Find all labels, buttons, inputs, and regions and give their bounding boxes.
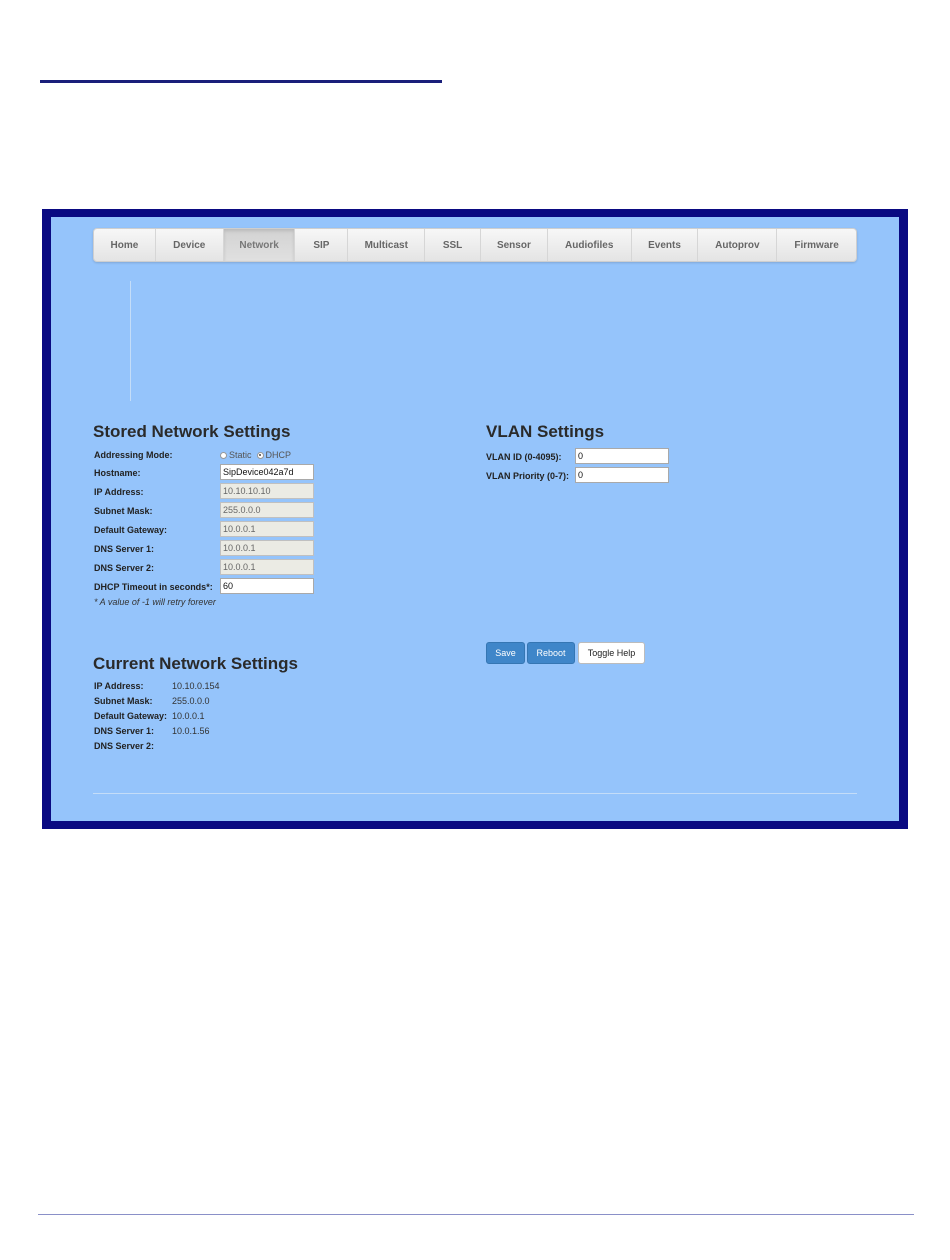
tab-autoprov[interactable]: Autoprov (698, 229, 777, 261)
current-dns1-label: DNS Server 1: (94, 726, 155, 736)
tab-home[interactable]: Home (94, 229, 156, 261)
mask-input[interactable] (220, 502, 314, 518)
current-mask-value: 255.0.0.0 (172, 696, 210, 706)
current-dns1-value: 10.0.1.56 (172, 726, 210, 736)
header-rule (40, 80, 442, 83)
current-mask-row (94, 694, 210, 708)
current-ip-value: 10.10.0.154 (172, 681, 220, 691)
current-dns1-row (94, 724, 210, 738)
static-radio[interactable] (220, 452, 227, 459)
current-dns2-label: DNS Server 2: (94, 741, 155, 751)
footer-divider (93, 793, 857, 794)
dhcp-timeout-input[interactable] (220, 578, 314, 594)
dhcp-label: DHCP (265, 450, 292, 460)
dns1-row (94, 540, 154, 557)
save-button[interactable]: Save (486, 642, 525, 664)
vlan-id-label: VLAN ID (0-4095): (486, 451, 562, 462)
screenshot-frame (42, 209, 908, 829)
dns2-row (94, 559, 154, 576)
dns1-label: DNS Server 1: (94, 543, 155, 554)
vlan-id-row (486, 448, 562, 465)
reboot-button[interactable]: Reboot (527, 642, 575, 664)
hostname-row (94, 464, 141, 481)
tab-ssl[interactable]: SSL (425, 229, 481, 261)
dns2-input[interactable] (220, 559, 314, 575)
tab-audiofiles[interactable]: Audiofiles (548, 229, 632, 261)
web-ui-panel (51, 217, 899, 821)
help-panel-divider (130, 281, 131, 401)
vlan-id-input[interactable] (575, 448, 669, 464)
hostname-input[interactable] (220, 464, 314, 480)
mask-row (94, 502, 153, 519)
nav-bar (93, 228, 857, 262)
vlan-settings-title: VLAN Settings (486, 422, 605, 441)
current-ip-row (94, 679, 220, 693)
toggle-help-button[interactable]: Toggle Help (578, 642, 645, 664)
dhcp-timeout-label: DHCP Timeout in seconds*: (94, 581, 213, 592)
current-gateway-row (94, 709, 205, 723)
dns2-label: DNS Server 2: (94, 562, 155, 573)
gateway-label: Default Gateway: (94, 524, 168, 535)
current-dns2-row (94, 739, 172, 753)
dhcp-timeout-note: * A value of -1 will retry forever (94, 597, 216, 607)
ip-row (94, 483, 144, 500)
ip-label: IP Address: (94, 486, 144, 497)
tab-device[interactable]: Device (156, 229, 224, 261)
addressing-mode-label: Addressing Mode: (94, 449, 173, 460)
addressing-mode-radios (220, 448, 291, 462)
mask-label: Subnet Mask: (94, 505, 153, 516)
ip-input[interactable] (220, 483, 314, 499)
dns1-input[interactable] (220, 540, 314, 556)
current-mask-label: Subnet Mask: (94, 696, 153, 706)
static-label: Static (229, 450, 252, 460)
current-gateway-value: 10.0.0.1 (172, 711, 205, 721)
footer-rule (38, 1214, 914, 1215)
tab-sip[interactable]: SIP (295, 229, 348, 261)
vlan-priority-row (486, 467, 569, 484)
addressing-mode-row (94, 446, 173, 463)
vlan-priority-input[interactable] (575, 467, 669, 483)
hostname-label: Hostname: (94, 467, 141, 478)
tab-network[interactable]: Network (224, 229, 296, 261)
tab-firmware[interactable]: Firmware (794, 239, 839, 251)
current-gateway-label: Default Gateway: (94, 711, 168, 721)
tab-events[interactable]: Events (632, 229, 699, 261)
tab-sensor[interactable]: Sensor (481, 229, 548, 261)
vlan-priority-label: VLAN Priority (0-7): (486, 470, 570, 481)
current-settings-title: Current Network Settings (93, 654, 298, 673)
dhcp-timeout-row (94, 578, 213, 595)
dhcp-radio[interactable] (257, 452, 264, 459)
current-ip-label: IP Address: (94, 681, 144, 691)
tab-multicast[interactable]: Multicast (348, 229, 425, 261)
gateway-row (94, 521, 167, 538)
stored-settings-title: Stored Network Settings (93, 422, 291, 441)
gateway-input[interactable] (220, 521, 314, 537)
